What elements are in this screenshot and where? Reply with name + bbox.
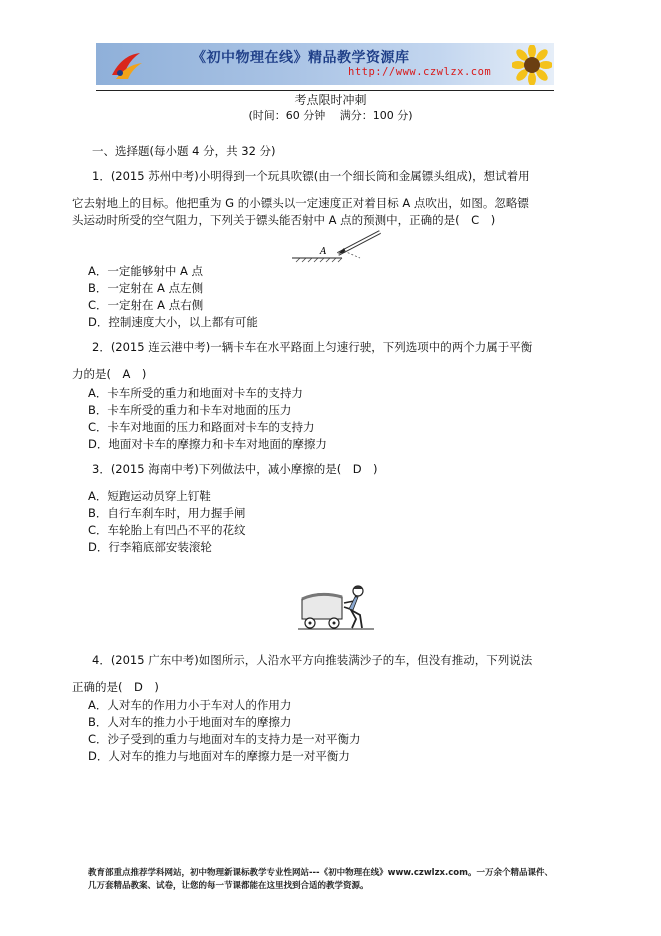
q4-option-c: C．沙子受到的重力与地面对车的支持力是一对平衡力	[88, 732, 361, 746]
q3-option-a: A．短跑运动员穿上钉鞋	[88, 489, 211, 503]
q2-option-a: A．卡车所受的重力和地面对卡车的支持力	[88, 386, 303, 400]
person-pushing-cart-figure	[298, 583, 374, 635]
sunflower-icon	[512, 45, 552, 85]
q1-option-c: C．一定射在 A 点右侧	[88, 298, 204, 312]
page-title: 考点限时冲刺	[294, 93, 367, 107]
q4-line-1: 4．(2015 广东中考)如图所示，人沿水平方向推装满沙子的车，但没有推动，下列说法	[92, 653, 533, 667]
section-heading: 一、选择题(每小题 4 分，共 32 分)	[92, 144, 276, 158]
dart-target-figure	[290, 228, 386, 264]
q1-option-d: D．控制速度大小，以上都有可能	[88, 315, 258, 329]
q2-option-b: B．卡车所受的重力和卡车对地面的压力	[88, 403, 292, 417]
page-subtitle: (时间：60 分钟 满分：100 分)	[248, 109, 413, 122]
site-logo-icon	[110, 51, 144, 81]
q4-option-a: A．人对车的作用力小于车对人的作用力	[88, 698, 292, 712]
q3-line-1: 3．(2015 海南中考)下列做法中，减小摩擦的是( D )	[92, 462, 378, 476]
q1-line-1: 1．(2015 苏州中考)小明得到一个玩具吹镖(由一个细长筒和金属镖头组成)，想试着用	[92, 169, 530, 183]
q4-option-b: B．人对车的推力小于地面对车的摩擦力	[88, 715, 292, 729]
q2-line-2: 力的是( A )	[72, 367, 147, 381]
footer-line-2: 几万套精品教案、试卷，让您的每一节课都能在这里找到合适的教学资源。	[88, 881, 369, 891]
banner-url[interactable]: http://www.czwlzx.com	[348, 66, 492, 78]
q3-option-d: D．行李箱底部安装滚轮	[88, 540, 212, 554]
q3-option-b: B．自行车刹车时，用力握手闸	[88, 506, 246, 520]
q1-line-3: 头运动时所受的空气阻力，下列关于镖头能否射中 A 点的预测中，正确的是( C )	[72, 213, 496, 227]
q4-line-2: 正确的是( D )	[72, 680, 159, 694]
q3-option-c: C．车轮胎上有凹凸不平的花纹	[88, 523, 246, 537]
banner-title: 《初中物理在线》精品教学资源库	[192, 50, 410, 66]
q2-option-c: C．卡车对地面的压力和路面对卡车的支持力	[88, 420, 315, 434]
q1-option-a: A．一定能够射中 A 点	[88, 264, 204, 278]
header-banner	[96, 43, 554, 85]
q1-option-b: B．一定射在 A 点左侧	[88, 281, 204, 295]
footer-line-1: 教育部重点推荐学科网站，初中物理新课标教学专业性网站---《初中物理在线》www.czwlzx.com。一万余个精品课件、	[88, 868, 553, 878]
q2-option-d: D．地面对卡车的摩擦力和卡车对地面的摩擦力	[88, 437, 327, 451]
q4-option-d: D．人对车的推力与地面对车的摩擦力是一对平衡力	[88, 749, 350, 763]
point-a-label: A	[320, 247, 327, 257]
header-rule	[96, 90, 554, 91]
q2-line-1: 2．(2015 连云港中考)一辆卡车在水平路面上匀速行驶，下列选项中的两个力属于平衡	[92, 340, 533, 354]
q1-line-2: 它去射地上的目标。他把重为 G 的小镖头以一定速度正对着目标 A 点吹出，如图。忽略镖	[72, 196, 529, 210]
